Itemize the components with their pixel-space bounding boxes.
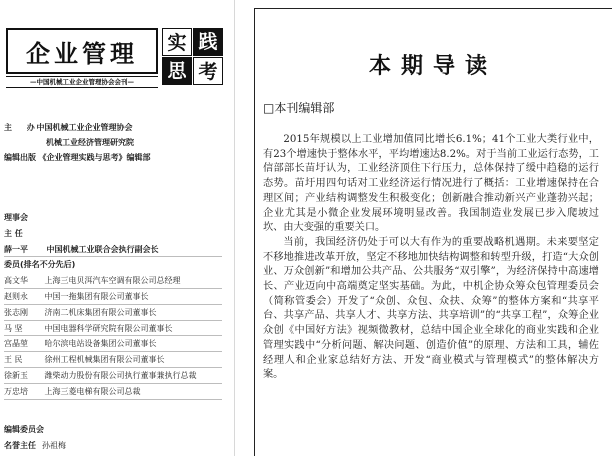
sponsor-label: 主 办 [4, 123, 41, 132]
council-member [4, 289, 222, 305]
member-org: 中国电器科学研究院有限公司董事长 [44, 323, 173, 333]
member-name: 徐新玉 [4, 370, 28, 380]
logo-grid-cell: 考 [193, 57, 223, 85]
member-name: 高文华 [4, 276, 28, 286]
publisher-label: 编辑出版 [4, 153, 36, 162]
publisher-name: 《企业管理实践与思考》编辑部 [38, 153, 151, 162]
council-members-label: 委员(排名不分先后) [4, 260, 76, 270]
council-member [4, 273, 222, 289]
sponsor-line [4, 120, 133, 135]
member-name: 宫晶堃 [4, 339, 28, 349]
sponsor-name: 中国机械工业企业管理协会 [36, 123, 133, 132]
council-chair [4, 242, 222, 258]
council-member [4, 336, 222, 352]
council-member [4, 352, 222, 368]
guide-panel [254, 8, 612, 456]
publisher-line [4, 150, 151, 165]
journal-logo-subtitle: —中国机械工业企业管理协会会刊— [6, 76, 158, 88]
section-byline: □本刊编辑部 [263, 101, 335, 115]
council-chair-title: 中国机械工业联合会执行副会长 [46, 244, 159, 254]
member-name: 马 坚 [4, 323, 23, 333]
article-body [263, 133, 599, 383]
article-paragraph: 2015年规模以上工业增加值同比增长6.1%；41个工业大类行业中，有23个增速快于整体水平，平均增速达8.2%。对于当前工业运行态势，工信部部长苗圩认为，工业经济顶住下行压力，总体保持了缓中趋稳的运行态势。苗圩用四句话对工业经济运行情况进行了概括：工业增速保持在合理区间；产业结构调整发生积极变化；创新融合推动新兴产业蓬勃兴起；企业尤其是小微企业发展环境明显改善。我国制造业发展已步入爬坡过坎、由大变强的重要关口。 [263, 134, 599, 234]
council-member [4, 305, 222, 321]
honorary-label: 名誉主任 [4, 441, 36, 450]
editorial-board [4, 422, 66, 454]
co-sponsor-line [46, 135, 134, 150]
journal-masthead [6, 28, 228, 94]
member-org: 上海三电贝洱汽车空调有限公司总经理 [44, 276, 181, 286]
column-divider [234, 0, 235, 456]
council-member [4, 384, 222, 400]
journal-logo-grid [162, 28, 224, 86]
member-name: 赵则永 [4, 291, 28, 301]
council-chair-label: 主 任 [4, 228, 23, 238]
member-name: 王 民 [4, 355, 23, 365]
page-title: 本期导读 [368, 53, 497, 79]
council-chair-name: 薛一平 [4, 244, 28, 254]
editorial-honorary [4, 438, 66, 454]
logo-grid-cell: 践 [193, 28, 223, 56]
member-org: 上海三菱电梯有限公司总裁 [44, 386, 141, 396]
member-org: 哈尔滨电站设备集团公司董事长 [44, 339, 157, 349]
council-member [4, 321, 222, 337]
logo-grid-cell: 实 [162, 28, 192, 56]
masthead-column [0, 0, 232, 456]
member-name: 张志刚 [4, 307, 28, 317]
journal-logo-title: 企业管理 [6, 28, 158, 74]
council-member [4, 368, 222, 384]
honorary-name: 孙祖梅 [42, 441, 66, 450]
article-paragraph: 当前，我国经济仍处于可以大有作为的重要战略机遇期。未来要坚定不移地推进改革开放，坚定不移地加快结构调整和转型升级，打造“大众创业、万众创新”和增加公共产品、公共服务“双引擎”，为经济保持中高速增长、产业迈向中高端奠定坚实基础。为此，中机企协众筹众包管理委员会（简称管委会）开发了“众创、众包、众扶、众筹”的整体方案和“共享平台、共享产品、共享人才、共享方法、共享培训”的“共享工程”，众筹企业众创《中国好方法》视频微教材，总结中国企业全球化的商业实践和企业管理实践中“分析问题、解决问题、创造价值”的原理、方法和工具，辅佐经理人和企业家总结好方法、开发“商业模式与管理模式”的整体解决方案。 [263, 236, 599, 381]
co-sponsor-name: 机械工业经济管理研究院 [46, 138, 134, 147]
editorial-heading: 编辑委员会 [4, 425, 44, 434]
council-heading: 理事会 [4, 213, 28, 222]
member-org: 济南二机床集团有限公司董事长 [44, 307, 157, 317]
council-list [4, 210, 222, 400]
member-org: 潍柴动力股份有限公司执行董事兼执行总裁 [44, 370, 197, 380]
member-name: 万忠培 [4, 386, 28, 396]
member-org: 中国一拖集团有限公司董事长 [44, 291, 149, 301]
member-org: 徐州工程机械集团有限公司董事长 [44, 355, 165, 365]
logo-grid-cell: 思 [162, 57, 192, 85]
